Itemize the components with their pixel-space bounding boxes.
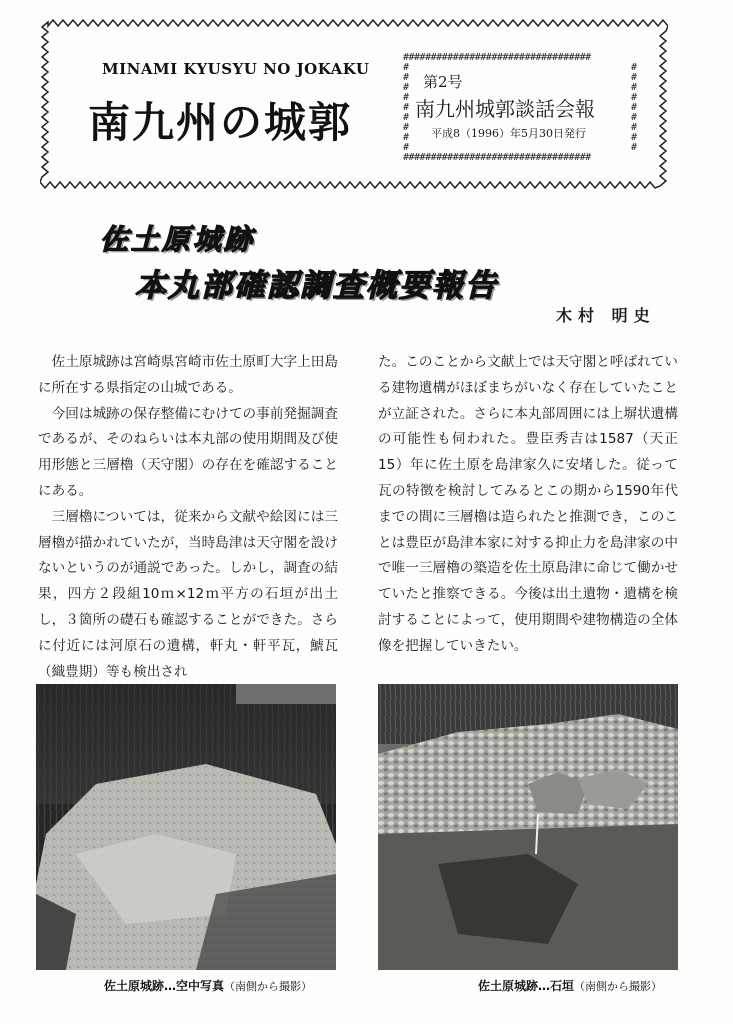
paragraph: 三層櫓については，従来から文献や絵図には三層櫓が描かれていたが，当時島津は天守閣を設けないというのが通説であった。しかし，調査の結果，四方２段組10ｍ×12ｍ平方の石垣が出土し，３箇所の礎石も確認することができた。さらに付近には河原石の遺構，軒丸・軒平瓦，鯱瓦（織豊期）等も検出され — [38, 508, 338, 680]
photo-caption-left: 佐土原城跡…空中写真（南側から撮影） — [104, 979, 313, 993]
masthead-romaji: MINAMI KYUSYU NO JOKAKU — [102, 60, 370, 78]
masthead-title: 南九州の城郭 — [88, 98, 353, 147]
society-name: 南九州城郭談話会報 — [415, 97, 595, 121]
photo-caption-right: 佐土原城跡…石垣（南側から撮影） — [478, 979, 663, 993]
issue-date: 平成8（1996）年5月30日発行 — [431, 127, 586, 140]
stone-wall-photo — [378, 684, 678, 970]
hash-border-right: # # # # # # # # # — [631, 62, 638, 153]
article-title-line2: 本丸部確認調査概要報告 — [135, 268, 498, 304]
issue-number: 第2号 — [423, 73, 463, 91]
article-title-line1: 佐土原城跡 — [100, 223, 256, 256]
aerial-photo — [36, 684, 336, 970]
masthead — [40, 18, 668, 190]
paragraph: た。このことから文献上では天守閣と呼ばれている建物遺構がほぼまちがいなく存在していたことが立証された。さらに本丸部周囲には上塀状遺構の可能性も伺われた。豊臣秀吉は1587（天正15）年に佐土原を島津家久に安堵した。従って瓦の特徴を検討してみるとこの期から1590年代までの間に三層櫓は造られたと推測でき，このことは豊臣が島津本家に対する抑止力を島津家の中で唯一三層櫓の築造を佐土原島津に命じて働かせていたと推察できる。今後は出土遺物・遺構を検討することによって，使用期間や建物構造の全体像を把握していきたい。 — [378, 354, 678, 654]
author: 木村 明史 — [556, 306, 656, 325]
article-left-column — [38, 350, 338, 685]
hash-border-top: ################################## — [403, 52, 591, 63]
issue-box — [403, 53, 641, 165]
hash-border-bottom: ################################## — [403, 152, 591, 163]
article-right-column — [378, 350, 678, 660]
paragraph: 佐土原城跡は宮崎県宮崎市佐土原町大字上田島に所在する県指定の山城である。 — [38, 354, 338, 396]
paragraph: 今回は城跡の保存整備にむけての事前発掘調査であるが、そのねらいは本丸部の使用期間及び使用形態と三層櫓（天守閣）の存在を確認することにある。 — [38, 405, 338, 499]
hash-border-left: # # # # # # # # # — [403, 62, 410, 153]
